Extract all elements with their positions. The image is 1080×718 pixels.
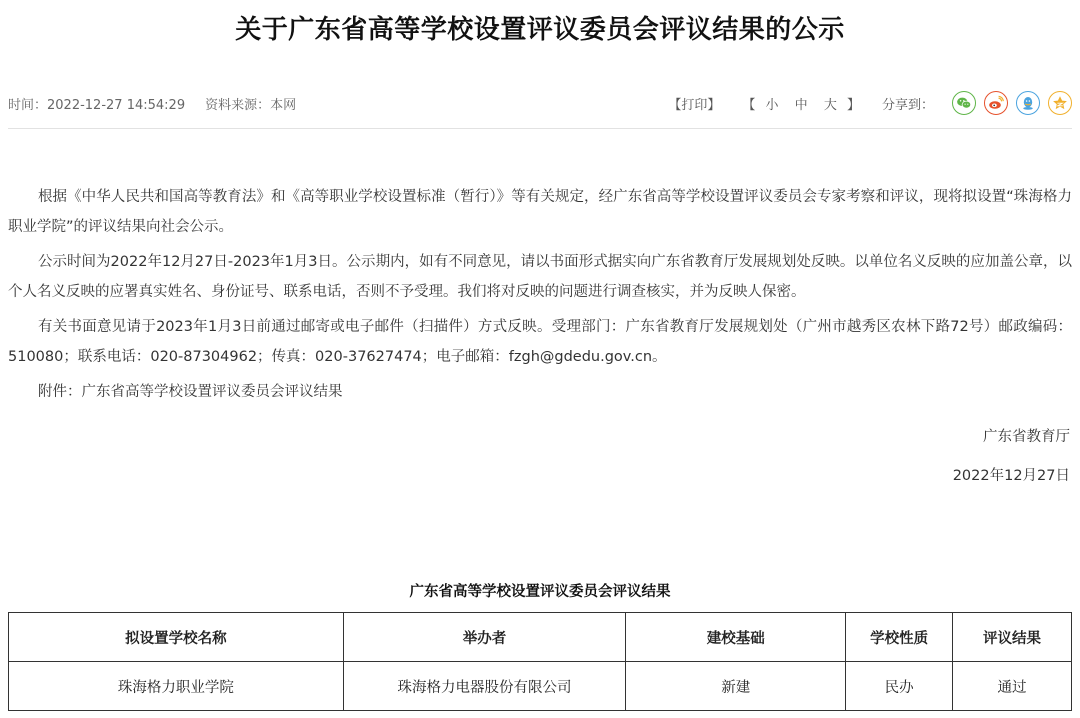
article-meta xyxy=(8,94,296,113)
attachment-note: 附件：广东省高等学校设置评议委员会评议结果 xyxy=(38,384,343,400)
cell-school-type: 民办 xyxy=(846,662,953,711)
article-toolbar xyxy=(668,88,1072,118)
header-sponsor: 举办者 xyxy=(343,613,626,662)
font-size-selector xyxy=(742,94,860,113)
paragraph: 有关书面意见请于2023年1月3日前通过邮寄或电子邮件（扫描件）方式反映。受理部门：广东省教育厅发展规划处（广州市越秀区农林下路72号）邮政编码：510080；联系电话：020-87304962；传真：020-37627474；电子邮箱：fzgh@gdedu.gov.cn。 xyxy=(8,319,1072,365)
share-label: 分享到： xyxy=(881,97,934,113)
paragraph: 根据《中华人民共和国高等教育法》和《高等职业学校设置标准（暂行）》等有关规定，经广东省高等学校设置评议委员会专家考察和评议，现将拟设置“珠海格力职业学院”的评议结果向社会公示。 xyxy=(8,189,1072,235)
table-caption: 广东省高等学校设置评议委员会评议结果 xyxy=(409,584,671,600)
wechat-icon[interactable] xyxy=(952,91,976,115)
table-header-row xyxy=(9,613,1072,662)
font-size-medium-button[interactable]: 中 xyxy=(794,97,808,113)
publish-time: 2022-12-27 14:54:29 xyxy=(47,98,186,113)
cell-foundation: 新建 xyxy=(626,662,846,711)
article-body xyxy=(8,182,1072,412)
cell-result: 通过 xyxy=(953,662,1072,711)
weibo-icon[interactable] xyxy=(984,91,1008,115)
cell-school-name: 珠海格力职业学院 xyxy=(9,662,344,711)
cell-sponsor: 珠海格力电器股份有限公司 xyxy=(343,662,626,711)
size-bracket-open: 【 xyxy=(742,97,756,113)
time-label: 时间： xyxy=(8,98,48,113)
print-button[interactable]: 【打印】 xyxy=(668,97,721,113)
paragraph: 公示时间为2022年12月27日-2023年1月3日。公示期内，如有不同意见，请以书面形式据实向广东省教育厅发展规划处反映。以单位名义反映的应加盖公章，以个人名义反映的应署真实姓名、身份证号、联系电话，否则不予受理。我们将对反映的问题进行调查核实，并为反映人保密。 xyxy=(8,254,1072,300)
source-value: 本网 xyxy=(270,98,297,113)
signature-org: 广东省教育厅 xyxy=(983,429,1070,445)
header-foundation: 建校基础 xyxy=(626,613,846,662)
meta-bar xyxy=(8,88,1072,129)
font-size-large-button[interactable]: 大 xyxy=(823,97,837,113)
header-school-type: 学校性质 xyxy=(846,613,953,662)
table-row xyxy=(9,662,1072,711)
header-result: 评议结果 xyxy=(953,613,1072,662)
page-title: 关于广东省高等学校设置评议委员会评议结果的公示 xyxy=(235,15,845,45)
header-school-name: 拟设置学校名称 xyxy=(9,613,344,662)
qq-icon[interactable] xyxy=(1016,91,1040,115)
size-bracket-close: 】 xyxy=(846,97,860,113)
result-table xyxy=(8,612,1072,711)
signature-date: 2022年12月27日 xyxy=(952,468,1070,484)
source-label: 资料来源： xyxy=(205,98,271,113)
font-size-small-button[interactable]: 小 xyxy=(765,97,779,113)
qzone-icon[interactable] xyxy=(1048,91,1072,115)
